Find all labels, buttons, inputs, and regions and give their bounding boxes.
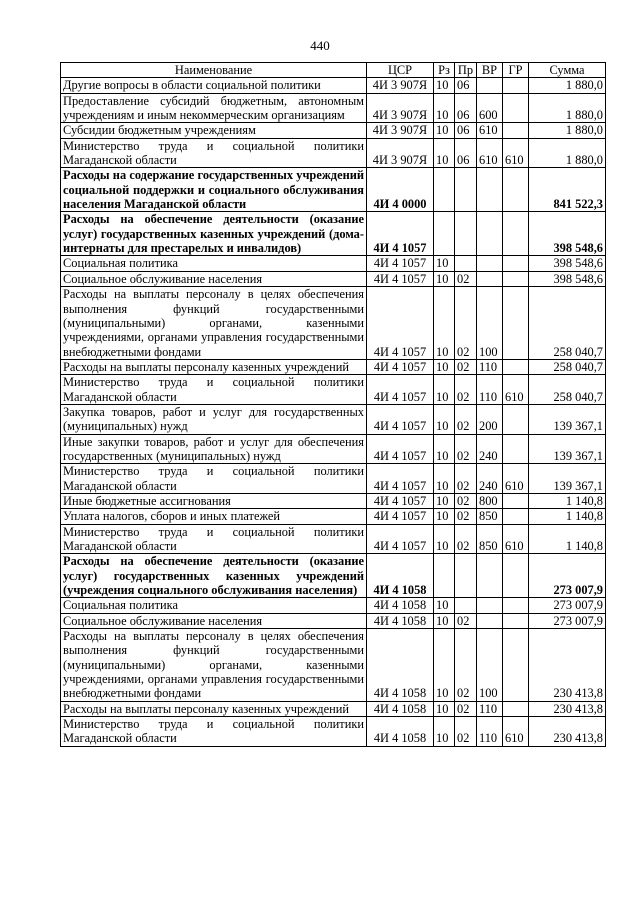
cell-csr: 4И 4 1057 [367,509,434,524]
cell-pr: 02 [455,359,477,374]
cell-pr: 02 [455,375,477,405]
cell-vr: 600 [477,93,503,123]
cell-name: Министерство труда и социальной политики Магаданской области [61,717,367,747]
cell-name: Расходы на обеспечение деятельности (оказание услуг) государственных казенных учреждений (учреждения социального обслуживания населения) [61,554,367,598]
cell-sum: 398 548,6 [529,212,606,256]
cell-gr [503,287,529,360]
cell-rz: 10 [434,138,455,168]
header-csr: ЦСР [367,63,434,78]
header-rz: Рз [434,63,455,78]
table-row [61,493,606,508]
cell-sum: 1 880,0 [529,138,606,168]
cell-rz: 10 [434,375,455,405]
cell-pr [455,168,477,212]
cell-pr: 02 [455,404,477,434]
cell-csr: 4И 3 907Я [367,123,434,138]
cell-rz: 10 [434,598,455,613]
cell-name: Субсидии бюджетным учреждениям [61,123,367,138]
cell-gr: 610 [503,464,529,494]
cell-name: Расходы на обеспечение деятельности (оказание услуг) государственных казенных учреждений (дома-интернаты для престарелых и инвалидов) [61,212,367,256]
cell-csr: 4И 4 1058 [367,613,434,628]
cell-csr: 4И 4 1057 [367,524,434,554]
table-row [61,701,606,716]
cell-name: Уплата налогов, сборов и иных платежей [61,509,367,524]
cell-gr: 610 [503,524,529,554]
header-name: Наименование [61,63,367,78]
budget-table [60,62,606,747]
cell-csr: 4И 4 1058 [367,717,434,747]
cell-gr [503,93,529,123]
cell-vr: 110 [477,375,503,405]
cell-pr: 06 [455,78,477,93]
cell-rz: 10 [434,271,455,286]
cell-rz: 10 [434,78,455,93]
cell-vr: 610 [477,138,503,168]
cell-csr: 4И 3 907Я [367,78,434,93]
cell-gr [503,629,529,702]
cell-sum: 1 880,0 [529,78,606,93]
cell-pr: 02 [455,464,477,494]
cell-name: Расходы на выплаты персоналу казенных учреждений [61,701,367,716]
header-pr: Пр [455,63,477,78]
cell-gr: 610 [503,375,529,405]
table-row [61,256,606,271]
cell-name: Закупка товаров, работ и услуг для государственных (муниципальных) нужд [61,404,367,434]
cell-sum: 273 007,9 [529,598,606,613]
cell-name: Расходы на выплаты персоналу казенных учреждений [61,359,367,374]
cell-vr [477,271,503,286]
cell-vr: 240 [477,464,503,494]
cell-pr: 02 [455,524,477,554]
header-vr: ВР [477,63,503,78]
cell-vr: 200 [477,404,503,434]
cell-rz [434,554,455,598]
cell-csr: 4И 3 907Я [367,138,434,168]
cell-vr: 110 [477,717,503,747]
cell-csr: 4И 4 1057 [367,212,434,256]
cell-csr: 4И 4 1058 [367,554,434,598]
cell-name: Социальное обслуживание населения [61,271,367,286]
cell-sum: 1 140,8 [529,493,606,508]
cell-rz: 10 [434,524,455,554]
cell-vr: 610 [477,123,503,138]
cell-rz [434,168,455,212]
table-row [61,168,606,212]
cell-vr [477,613,503,628]
cell-sum: 841 522,3 [529,168,606,212]
cell-pr [455,598,477,613]
cell-csr: 4И 4 0000 [367,168,434,212]
cell-sum: 230 413,8 [529,717,606,747]
cell-pr: 06 [455,123,477,138]
header-sum: Сумма [529,63,606,78]
cell-pr: 06 [455,138,477,168]
cell-name: Социальное обслуживание населения [61,613,367,628]
cell-gr [503,493,529,508]
cell-vr: 850 [477,509,503,524]
cell-vr [477,554,503,598]
cell-vr [477,212,503,256]
cell-name: Расходы на содержание государственных учреждений социальной поддержки и социального обслуживания населения Магаданской области [61,168,367,212]
cell-gr [503,123,529,138]
cell-name: Социальная политика [61,256,367,271]
cell-gr [503,613,529,628]
table-row [61,78,606,93]
cell-rz: 10 [434,717,455,747]
cell-csr: 4И 4 1058 [367,598,434,613]
cell-pr: 02 [455,717,477,747]
cell-sum: 258 040,7 [529,375,606,405]
table-row [61,212,606,256]
cell-vr: 100 [477,287,503,360]
table-row [61,123,606,138]
cell-gr [503,359,529,374]
cell-gr [503,78,529,93]
cell-name: Иные бюджетные ассигнования [61,493,367,508]
cell-vr [477,168,503,212]
table-row [61,464,606,494]
cell-rz: 10 [434,287,455,360]
cell-rz: 10 [434,123,455,138]
cell-pr: 02 [455,434,477,464]
table-row [61,434,606,464]
cell-gr [503,271,529,286]
page-number: 440 [310,38,330,53]
cell-rz: 10 [434,256,455,271]
cell-sum: 258 040,7 [529,359,606,374]
table-row [61,287,606,360]
cell-sum: 398 548,6 [529,256,606,271]
table-row [61,509,606,524]
cell-name: Социальная политика [61,598,367,613]
cell-csr: 4И 4 1057 [367,434,434,464]
cell-sum: 1 880,0 [529,93,606,123]
cell-pr: 02 [455,271,477,286]
cell-csr: 4И 3 907Я [367,93,434,123]
cell-csr: 4И 4 1057 [367,287,434,360]
table-row [61,717,606,747]
cell-csr: 4И 4 1057 [367,404,434,434]
cell-vr: 100 [477,629,503,702]
table-row [61,359,606,374]
table-row [61,524,606,554]
cell-sum: 258 040,7 [529,287,606,360]
cell-vr: 240 [477,434,503,464]
cell-sum: 398 548,6 [529,271,606,286]
cell-rz: 10 [434,434,455,464]
cell-pr: 02 [455,701,477,716]
cell-csr: 4И 4 1057 [367,359,434,374]
cell-csr: 4И 4 1057 [367,256,434,271]
cell-rz: 10 [434,359,455,374]
cell-name: Министерство труда и социальной политики Магаданской области [61,375,367,405]
cell-name: Министерство труда и социальной политики Магаданской области [61,464,367,494]
cell-pr: 02 [455,629,477,702]
cell-gr [503,404,529,434]
table-body [61,78,606,746]
cell-gr [503,509,529,524]
table-row [61,404,606,434]
cell-sum: 273 007,9 [529,613,606,628]
cell-sum: 230 413,8 [529,701,606,716]
cell-sum: 230 413,8 [529,629,606,702]
cell-pr [455,256,477,271]
cell-pr: 02 [455,287,477,360]
cell-gr [503,554,529,598]
cell-sum: 273 007,9 [529,554,606,598]
cell-csr: 4И 4 1058 [367,629,434,702]
cell-gr [503,598,529,613]
cell-sum: 139 367,1 [529,434,606,464]
cell-pr [455,554,477,598]
cell-sum: 1 140,8 [529,524,606,554]
table-row [61,598,606,613]
cell-gr [503,212,529,256]
header-gr: ГР [503,63,529,78]
cell-vr [477,256,503,271]
cell-gr [503,434,529,464]
cell-csr: 4И 4 1057 [367,493,434,508]
cell-sum: 1 880,0 [529,123,606,138]
cell-name: Предоставление субсидий бюджетным, автономным учреждениям и иным некоммерческим организациям [61,93,367,123]
table-row [61,271,606,286]
cell-csr: 4И 4 1058 [367,701,434,716]
cell-name: Другие вопросы в области социальной политики [61,78,367,93]
cell-sum: 139 367,1 [529,404,606,434]
cell-rz: 10 [434,404,455,434]
cell-name: Министерство труда и социальной политики Магаданской области [61,524,367,554]
cell-rz: 10 [434,629,455,702]
table-row [61,375,606,405]
cell-vr: 110 [477,359,503,374]
table-row [61,554,606,598]
cell-name: Министерство труда и социальной политики Магаданской области [61,138,367,168]
cell-pr: 02 [455,613,477,628]
cell-gr: 610 [503,138,529,168]
cell-name: Расходы на выплаты персоналу в целях обеспечения выполнения функций государственными (муниципальными) органами, казенными учреждениями, органами управления государственными внебюджетными фондами [61,629,367,702]
cell-gr [503,256,529,271]
cell-vr: 800 [477,493,503,508]
table-row [61,629,606,702]
table-row [61,93,606,123]
cell-vr: 110 [477,701,503,716]
cell-gr [503,168,529,212]
cell-rz: 10 [434,701,455,716]
table-row [61,138,606,168]
cell-vr [477,78,503,93]
cell-csr: 4И 4 1057 [367,271,434,286]
cell-rz: 10 [434,93,455,123]
cell-rz: 10 [434,464,455,494]
cell-pr: 02 [455,493,477,508]
cell-csr: 4И 4 1057 [367,464,434,494]
cell-gr: 610 [503,717,529,747]
cell-rz: 10 [434,509,455,524]
cell-pr [455,212,477,256]
cell-pr: 06 [455,93,477,123]
table-header-row [61,63,606,78]
cell-vr: 850 [477,524,503,554]
cell-csr: 4И 4 1057 [367,375,434,405]
cell-rz: 10 [434,493,455,508]
cell-name: Расходы на выплаты персоналу в целях обеспечения выполнения функций государственными (муниципальными) органами, казенными учреждениями, органами управления государственными внебюджетными фондами [61,287,367,360]
cell-name: Иные закупки товаров, работ и услуг для обеспечения государственных (муниципальных) нужд [61,434,367,464]
cell-sum: 1 140,8 [529,509,606,524]
cell-sum: 139 367,1 [529,464,606,494]
cell-pr: 02 [455,509,477,524]
table-row [61,613,606,628]
cell-rz: 10 [434,613,455,628]
cell-gr [503,701,529,716]
cell-rz [434,212,455,256]
cell-vr [477,598,503,613]
